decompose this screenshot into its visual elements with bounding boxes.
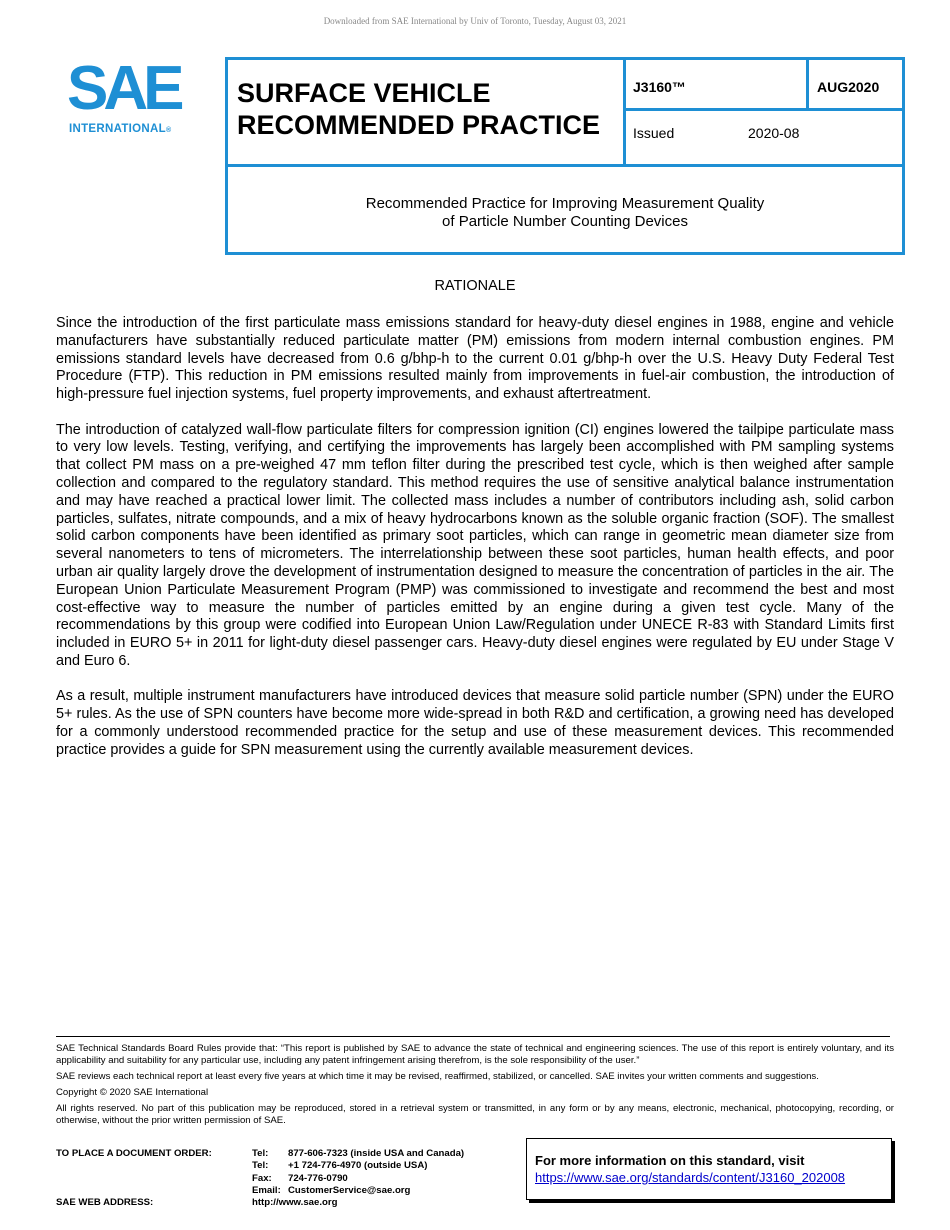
fax-number: 724-776-0790 [288, 1172, 348, 1184]
email-address[interactable]: CustomerService@sae.org [288, 1184, 411, 1196]
document-header [225, 57, 905, 255]
title-line-1: SURFACE VEHICLE [237, 78, 491, 108]
footer-notes [56, 1043, 894, 1131]
document-date: AUG2020 [809, 60, 902, 111]
registered-mark: ® [165, 127, 172, 134]
issued-label: Issued [633, 125, 675, 141]
fax-label: Fax: [252, 1172, 272, 1184]
paragraph: Since the introduction of the first particulate mass emissions standard for heavy-duty diesel engines in 1988, engine and vehicle manufacturers have substantially reduced particulate matter (PM) emissions from modern internal combustion engines. PM emissions standard levels have decreased from 0.6 g/bhp-h to the current 0.01 g/bhp-h over the U.S. Heavy Duty Federal Test Procedure (FTP). This reduction in PM emissions resulted mainly from improvements in fuel-air combustion, the introduction of high-pressure fuel injection systems, fuel property improvements, and exhaust aftertreatment. [56, 315, 894, 403]
paragraph: The introduction of catalyzed wall-flow particulate filters for compression ignition (CI) engines lowered the tailpipe particulate mass to very low levels. Testing, verifying, and certifying the improvements has largely been accomplished with PM sampling systems that collect PM mass on a pre-weighed 47 mm teflon filter during the prescribed test cycle, which is then weighed after sample collection and compared to the regulatory standard. This method requires the use of sensitive analytical balance instrumentation and may have reached a practical lower limit. The collected mass includes a number of contributors including ash, solid carbon particles, sulfates, nitrate compounds, and a mix of heavy hydrocarbons known as the soluble organic fraction (SOF). The smallest solid carbon components have been identified as primary soot particles, which can range in geometric mean diameter size from several nanometers to tens of micrometers. The interrelationship between these soot particles, human health effects, and poor urban air quality largely drove the development of instrumentation designed to measure the concentration of particles in the air. The European Union Particulate Measurement Program (PMP) was commissioned to investigate and recommend the best and most cost-effective way to measure the number of particles emitted by an engine during a given test cycle. Many of the recommendations by this group were codified into European Union Law/Regulation under UNECE R-83 with Standard Limits first included in EURO 5+ in 2011 for light-duty diesel passenger cars. Heavy-duty diesel engines were regulated by EU under Stage V and Euro 6. [56, 421, 894, 669]
rights-note: All rights reserved. No part of this publication may be reproduced, stored in a retrieval system or transmitted, in any form or by any means, electronic, mechanical, photocopying, recording, or otherwise, without the prior written permission of SAE. [56, 1103, 894, 1126]
sae-logo-subtitle [69, 123, 171, 135]
title-line-2: RECOMMENDED PRACTICE [237, 110, 601, 140]
web-label: SAE WEB ADDRESS: [56, 1197, 154, 1209]
more-info-title: For more information on this standard, visit [535, 1153, 805, 1168]
footer-divider [56, 1036, 890, 1037]
order-label: TO PLACE A DOCUMENT ORDER: [56, 1148, 212, 1159]
copyright-note: Copyright © 2020 SAE International [56, 1087, 209, 1098]
tel-outside-usa: +1 724-776-4970 (outside USA) [288, 1160, 428, 1172]
board-rules-note: SAE Technical Standards Board Rules provide that: “This report is published by SAE to advance the state of technical and engineering sciences. The use of this report is entirely voluntary, and its applicability and suitability for any particular use, including any patent infringement arising therefrom, is the sole responsibility of the user.” [56, 1043, 894, 1066]
sae-logo-mark: SAE [67, 54, 180, 123]
tel-label: Tel: [252, 1160, 269, 1172]
issued-cell [626, 111, 902, 167]
web-address[interactable]: http://www.sae.org [252, 1197, 338, 1209]
more-info-box [526, 1138, 892, 1200]
subject-line-2: of Particle Number Counting Devices [442, 213, 688, 230]
document-number: J3160™ [626, 60, 809, 111]
order-contact-block [56, 1148, 516, 1209]
subject-line-1: Recommended Practice for Improving Measurement Quality [365, 195, 765, 212]
rationale-heading: RATIONALE [434, 278, 516, 294]
document-type-title [228, 60, 626, 167]
review-note: SAE reviews each technical report at least every five years at which time it may be revised, reaffirmed, stabilized, or cancelled. SAE invites your written comments and suggestions. [56, 1071, 819, 1082]
paragraph: As a result, multiple instrument manufacturers have introduced devices that measure solid particle number (SPN) under the EURO 5+ rules. As the use of SPN counters have become more wide-spread in both R&D and certification, a growing need has developed for a commonly understood recommended practice for the setup and use of these measurement devices. This recommended practice provides a guide for SPN measurement using the currently available measurement devices. [56, 688, 894, 758]
issued-value: 2020-08 [748, 125, 800, 141]
document-subject [228, 167, 902, 252]
sae-logo [64, 54, 196, 138]
body-text [56, 315, 894, 777]
download-note: Downloaded from SAE International by Univ of Toronto, Tuesday, August 03, 2021 [323, 16, 627, 26]
logo-subtitle-text: INTERNATIONAL [69, 123, 166, 135]
email-label: Email: [252, 1184, 281, 1196]
standard-link[interactable]: https://www.sae.org/standards/content/J3160_202008 [535, 1170, 846, 1185]
tel-inside-usa: 877-606-7323 (inside USA and Canada) [288, 1148, 465, 1159]
tel-label: Tel: [252, 1148, 269, 1159]
